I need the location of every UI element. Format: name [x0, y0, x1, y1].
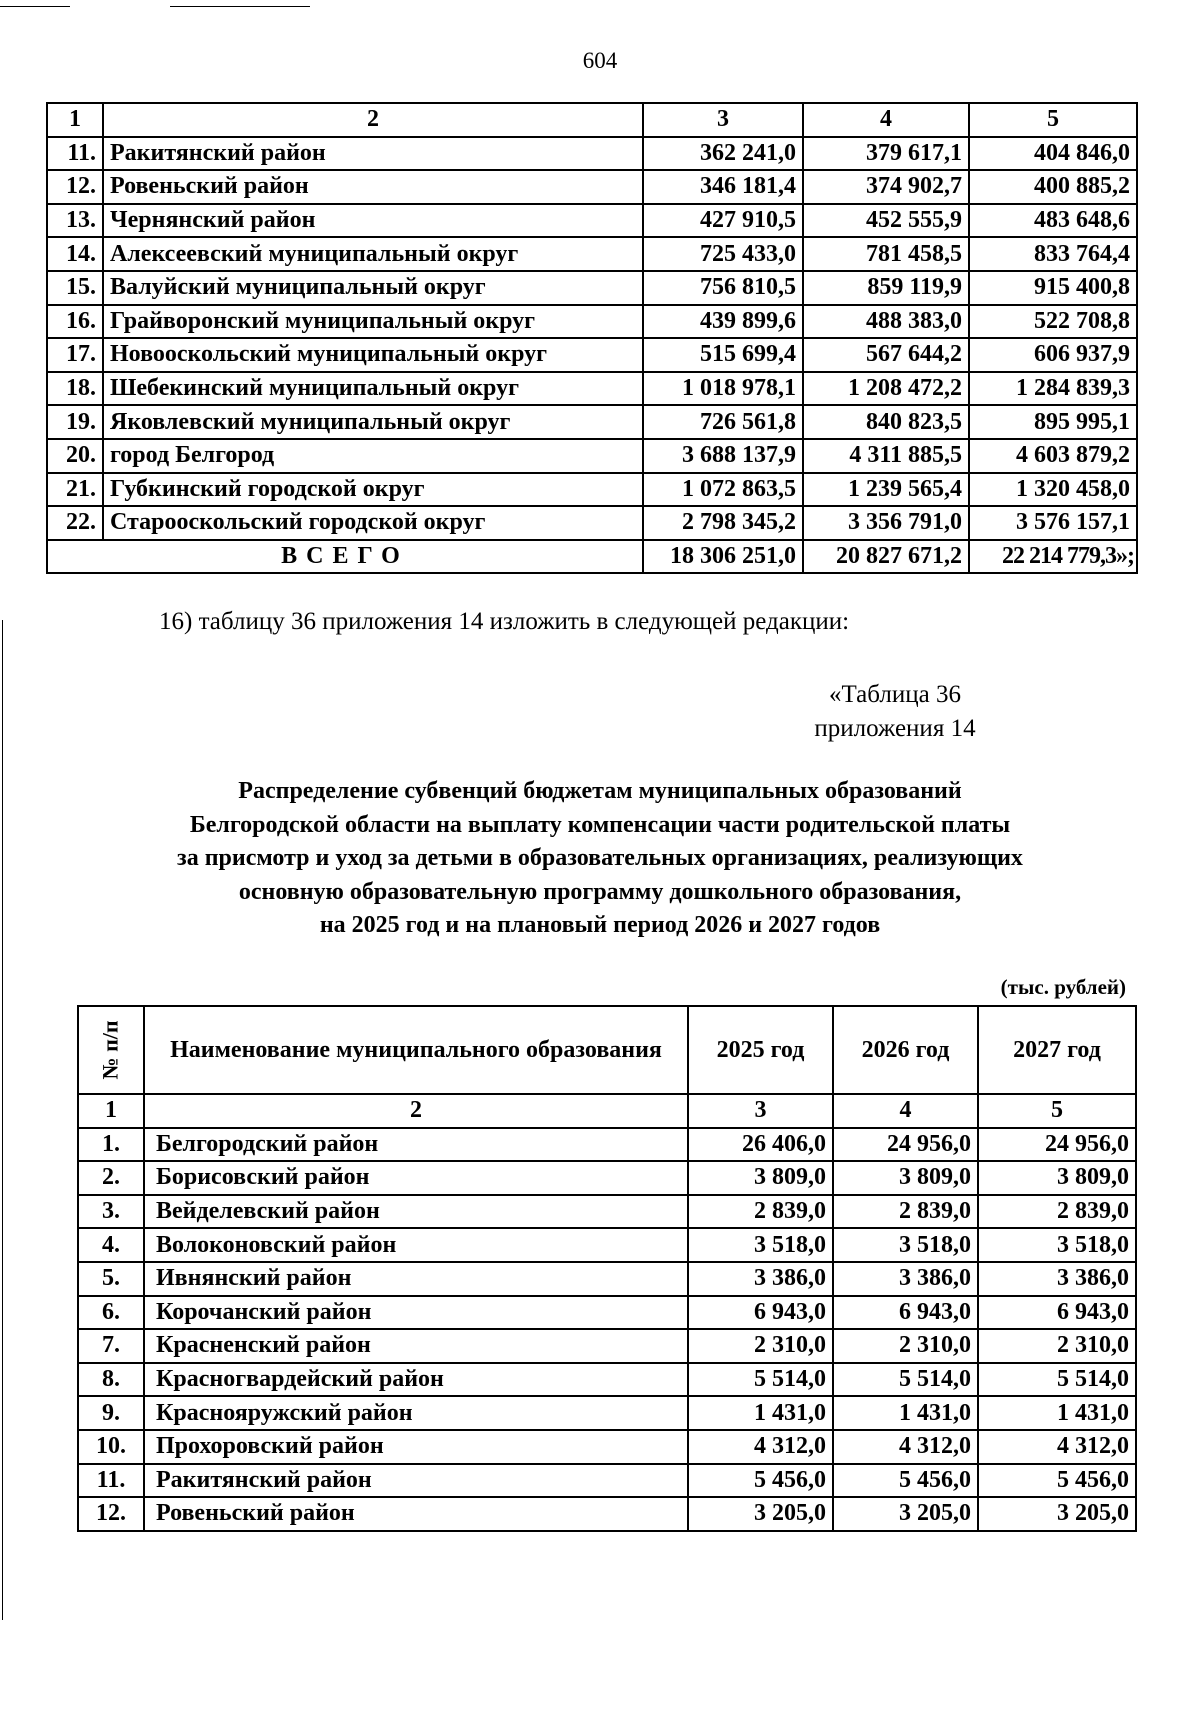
value-2026: 24 956,0 — [833, 1128, 978, 1162]
table-row — [47, 506, 1137, 540]
value-2025: 4 312,0 — [688, 1430, 833, 1464]
table-header-row — [78, 1006, 1136, 1094]
municipality-name: Чернянский район — [103, 204, 643, 238]
value-col-4: 374 902,7 — [803, 170, 969, 204]
value-2026: 3 809,0 — [833, 1161, 978, 1195]
column-number: 1 — [78, 1094, 144, 1128]
municipality-name: Вейделевский район — [144, 1195, 688, 1229]
table-row — [78, 1296, 1136, 1330]
row-number: 20. — [47, 439, 103, 473]
municipality-name: Краснояружский район — [144, 1396, 688, 1430]
municipality-name: Ракитянский район — [103, 137, 643, 171]
value-2027: 3 518,0 — [978, 1228, 1136, 1262]
column-number: 4 — [803, 103, 969, 137]
column-number: 1 — [47, 103, 103, 137]
value-col-3: 1 072 863,5 — [643, 473, 803, 507]
total-row — [47, 540, 1137, 574]
value-2025: 6 943,0 — [688, 1296, 833, 1330]
row-number: 17. — [47, 338, 103, 372]
column-number: 5 — [969, 103, 1137, 137]
row-number: 4. — [78, 1228, 144, 1262]
row-number: 9. — [78, 1396, 144, 1430]
value-col-3: 346 181,4 — [643, 170, 803, 204]
value-2025: 3 518,0 — [688, 1228, 833, 1262]
municipality-name: Прохоровский район — [144, 1430, 688, 1464]
value-2027: 3 386,0 — [978, 1262, 1136, 1296]
districts-table-continued — [46, 102, 1138, 574]
value-col-4: 840 823,5 — [803, 405, 969, 439]
title-line: за присмотр и уход за детьми в образовательных организациях, реализующих — [177, 845, 1023, 871]
municipality-name: Красногвардейский район — [144, 1363, 688, 1397]
value-2025: 3 386,0 — [688, 1262, 833, 1296]
value-col-4: 3 356 791,0 — [803, 506, 969, 540]
table-row — [78, 1228, 1136, 1262]
value-2026: 2 839,0 — [833, 1195, 978, 1229]
row-number: 6. — [78, 1296, 144, 1330]
value-2027: 5 456,0 — [978, 1464, 1136, 1498]
value-col-4: 452 555,9 — [803, 204, 969, 238]
table-row — [78, 1262, 1136, 1296]
municipality-name: Губкинский городской округ — [103, 473, 643, 507]
value-col-4: 781 458,5 — [803, 237, 969, 271]
row-number: 19. — [47, 405, 103, 439]
units-label: (тыс. рублей) — [1000, 975, 1126, 999]
municipality-name: Красненский район — [144, 1329, 688, 1363]
table-row — [78, 1464, 1136, 1498]
column-header-2025: 2025 год — [688, 1006, 833, 1094]
table-column-numbers-row — [78, 1094, 1136, 1128]
value-col-5: 1 320 458,0 — [969, 473, 1137, 507]
municipality-name: Новооскольский муниципальный округ — [103, 338, 643, 372]
title-line: Белгородской области на выплату компенсации части родительской платы — [189, 811, 1011, 838]
value-2027: 2 839,0 — [978, 1195, 1136, 1229]
subventions-table — [77, 1005, 1137, 1532]
total-col-5: 22 214 779,3»; — [969, 540, 1137, 574]
municipality-name: Валуйский муниципальный округ — [103, 271, 643, 305]
value-col-5: 483 648,6 — [969, 204, 1137, 238]
municipality-name: Борисовский район — [144, 1161, 688, 1195]
table-reference — [800, 678, 990, 746]
value-col-3: 1 018 978,1 — [643, 372, 803, 406]
value-2026: 5 456,0 — [833, 1464, 978, 1498]
value-col-4: 4 311 885,5 — [803, 439, 969, 473]
table-row — [78, 1396, 1136, 1430]
value-2025: 3 205,0 — [688, 1497, 833, 1531]
value-2027: 2 310,0 — [978, 1329, 1136, 1363]
scan-edge-top-left — [0, 6, 70, 7]
value-2025: 2 310,0 — [688, 1329, 833, 1363]
table-row — [47, 439, 1137, 473]
value-col-3: 515 699,4 — [643, 338, 803, 372]
column-number: 5 — [978, 1094, 1136, 1128]
value-col-4: 1 208 472,2 — [803, 372, 969, 406]
value-2027: 3 205,0 — [978, 1497, 1136, 1531]
municipality-name: Яковлевский муниципальный округ — [103, 405, 643, 439]
title-line: Распределение субвенций бюджетам муниципальных образований — [238, 778, 962, 804]
value-col-5: 1 284 839,3 — [969, 372, 1137, 406]
value-col-4: 379 617,1 — [803, 137, 969, 171]
municipality-name: Грайворонский муниципальный округ — [103, 305, 643, 339]
column-number: 3 — [643, 103, 803, 137]
table-row — [47, 372, 1137, 406]
value-col-5: 4 603 879,2 — [969, 439, 1137, 473]
table-row — [47, 204, 1137, 238]
row-number: 11. — [47, 137, 103, 171]
total-col-3: 18 306 251,0 — [643, 540, 803, 574]
row-number: 16. — [47, 305, 103, 339]
value-2026: 3 205,0 — [833, 1497, 978, 1531]
municipality-name: Ровеньский район — [144, 1497, 688, 1531]
column-header-name: Наименование муниципального образования — [144, 1006, 688, 1094]
row-number: 13. — [47, 204, 103, 238]
municipality-name: Ивнянский район — [144, 1262, 688, 1296]
value-2025: 26 406,0 — [688, 1128, 833, 1162]
value-2026: 5 514,0 — [833, 1363, 978, 1397]
row-number: 10. — [78, 1430, 144, 1464]
value-2025: 5 514,0 — [688, 1363, 833, 1397]
table-row — [47, 137, 1137, 171]
table-row — [78, 1128, 1136, 1162]
row-number: 18. — [47, 372, 103, 406]
column-header-number — [78, 1006, 144, 1094]
row-number: 2. — [78, 1161, 144, 1195]
column-header-2026: 2026 год — [833, 1006, 978, 1094]
total-col-4: 20 827 671,2 — [803, 540, 969, 574]
table-reference-line: приложения 14 — [814, 715, 976, 742]
municipality-name: Алексеевский муниципальный округ — [103, 237, 643, 271]
column-header-number-text: № п/п — [97, 1020, 123, 1080]
row-number: 5. — [78, 1262, 144, 1296]
scan-edge-left — [2, 620, 3, 1620]
value-2027: 3 809,0 — [978, 1161, 1136, 1195]
municipality-name: Старооскольский городской округ — [103, 506, 643, 540]
page-number: 604 — [582, 48, 618, 73]
value-2027: 24 956,0 — [978, 1128, 1136, 1162]
row-number: 3. — [78, 1195, 144, 1229]
table-title — [70, 775, 1130, 943]
value-2026: 3 518,0 — [833, 1228, 978, 1262]
value-2026: 4 312,0 — [833, 1430, 978, 1464]
municipality-name: Ракитянский район — [144, 1464, 688, 1498]
row-number: 22. — [47, 506, 103, 540]
municipality-name: Волоконовский район — [144, 1228, 688, 1262]
value-col-3: 756 810,5 — [643, 271, 803, 305]
value-2025: 3 809,0 — [688, 1161, 833, 1195]
value-col-5: 522 708,8 — [969, 305, 1137, 339]
value-col-5: 400 885,2 — [969, 170, 1137, 204]
table-row — [47, 405, 1137, 439]
column-header-2027: 2027 год — [978, 1006, 1136, 1094]
amendment-instruction: 16) таблицу 36 приложения 14 изложить в следующей редакции: — [159, 608, 850, 635]
row-number: 8. — [78, 1363, 144, 1397]
value-2026: 2 310,0 — [833, 1329, 978, 1363]
value-col-4: 488 383,0 — [803, 305, 969, 339]
row-number: 21. — [47, 473, 103, 507]
value-col-3: 439 899,6 — [643, 305, 803, 339]
table-row — [78, 1195, 1136, 1229]
table-row — [78, 1497, 1136, 1531]
table-row — [78, 1161, 1136, 1195]
row-number: 12. — [78, 1497, 144, 1531]
value-col-4: 859 119,9 — [803, 271, 969, 305]
table-row — [78, 1363, 1136, 1397]
value-2025: 2 839,0 — [688, 1195, 833, 1229]
table-row — [47, 271, 1137, 305]
municipality-name: Шебекинский муниципальный округ — [103, 372, 643, 406]
row-number: 1. — [78, 1128, 144, 1162]
value-2027: 6 943,0 — [978, 1296, 1136, 1330]
column-number: 2 — [144, 1094, 688, 1128]
table-row — [78, 1329, 1136, 1363]
table-row — [47, 237, 1137, 271]
value-2026: 6 943,0 — [833, 1296, 978, 1330]
row-number: 12. — [47, 170, 103, 204]
value-2027: 1 431,0 — [978, 1396, 1136, 1430]
value-col-5: 915 400,8 — [969, 271, 1137, 305]
municipality-name: Ровеньский район — [103, 170, 643, 204]
value-col-5: 895 995,1 — [969, 405, 1137, 439]
value-col-3: 427 910,5 — [643, 204, 803, 238]
column-number: 2 — [103, 103, 643, 137]
value-col-5: 404 846,0 — [969, 137, 1137, 171]
scan-edge-top-mid — [170, 6, 310, 7]
table-row — [47, 305, 1137, 339]
table-reference-line: «Таблица 36 — [829, 681, 961, 708]
row-number: 11. — [78, 1464, 144, 1498]
table-column-numbers-row — [47, 103, 1137, 137]
row-number: 15. — [47, 271, 103, 305]
row-number: 7. — [78, 1329, 144, 1363]
column-number: 3 — [688, 1094, 833, 1128]
municipality-name: город Белгород — [103, 439, 643, 473]
value-col-3: 3 688 137,9 — [643, 439, 803, 473]
table-row — [47, 338, 1137, 372]
value-2025: 5 456,0 — [688, 1464, 833, 1498]
total-label: ВСЕГО — [47, 540, 643, 574]
value-2026: 3 386,0 — [833, 1262, 978, 1296]
title-line: на 2025 год и на плановый период 2026 и 2027 годов — [319, 912, 881, 938]
value-col-3: 726 561,8 — [643, 405, 803, 439]
table-row — [47, 473, 1137, 507]
column-number: 4 — [833, 1094, 978, 1128]
value-col-5: 833 764,4 — [969, 237, 1137, 271]
value-col-3: 2 798 345,2 — [643, 506, 803, 540]
title-line: основную образовательную программу дошкольного образования, — [238, 878, 962, 905]
row-number: 14. — [47, 237, 103, 271]
value-col-4: 1 239 565,4 — [803, 473, 969, 507]
value-col-5: 3 576 157,1 — [969, 506, 1137, 540]
value-col-3: 362 241,0 — [643, 137, 803, 171]
value-col-3: 725 433,0 — [643, 237, 803, 271]
value-2026: 1 431,0 — [833, 1396, 978, 1430]
municipality-name: Белгородский район — [144, 1128, 688, 1162]
table-row — [78, 1430, 1136, 1464]
value-col-4: 567 644,2 — [803, 338, 969, 372]
value-col-5: 606 937,9 — [969, 338, 1137, 372]
value-2025: 1 431,0 — [688, 1396, 833, 1430]
value-2027: 4 312,0 — [978, 1430, 1136, 1464]
municipality-name: Корочанский район — [144, 1296, 688, 1330]
value-2027: 5 514,0 — [978, 1363, 1136, 1397]
table-row — [47, 170, 1137, 204]
